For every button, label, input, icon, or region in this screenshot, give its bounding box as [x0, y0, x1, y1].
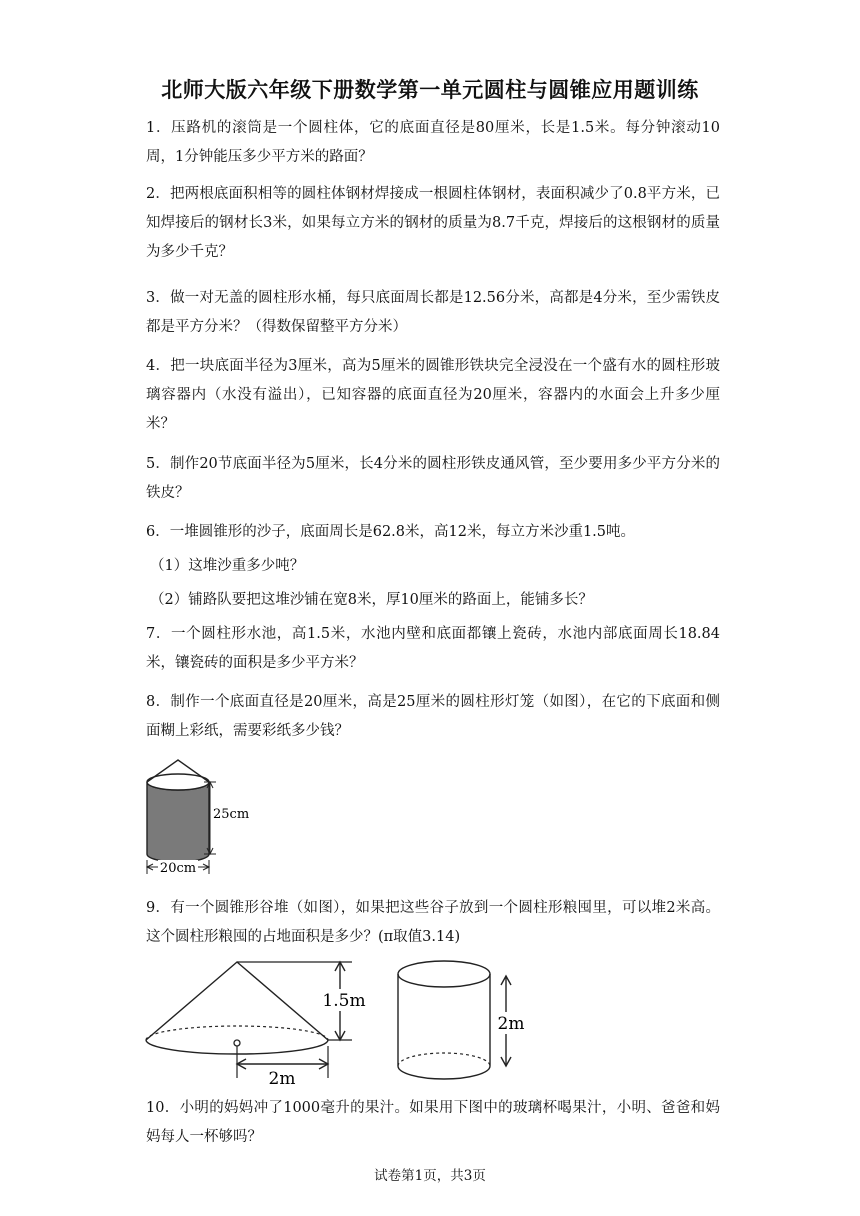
question-6: 6．一堆圆锥形的沙子，底面周长是62.8米，高12米，每立方米沙重1.5吨。: [146, 524, 636, 540]
question-5: 5．制作20节底面半径为5厘米，长4分米的圆柱形铁皮通风管，至少要用多少平方分米的铁皮？: [146, 456, 720, 501]
question-9: 9．有一个圆锥形谷堆（如图），如果把这些谷子放到一个圆柱形粮囤里，可以堆2米高。这个圆柱形粮囤的占地面积是多少？(π取值3.14): [146, 900, 720, 945]
question-4: 4．把一块底面半径为3厘米，高为5厘米的圆锥形铁块完全浸没在一个盛有水的圆柱形玻璃容器内（水没有溢出），已知容器的底面直径为20厘米，容器内的水面会上升多少厘米？: [146, 358, 720, 432]
cylinder-height-label: 2m: [497, 1014, 525, 1034]
question-1: 1．压路机的滚筒是一个圆柱体，它的底面直径是80厘米，长是1.5米。每分钟滚动10周，1分钟能压多少平方米的路面？: [146, 120, 720, 165]
lantern-figure: [140, 756, 260, 882]
cone-height-label: 1.5m: [322, 991, 366, 1011]
grain-pile-figure: [144, 954, 544, 1086]
question-10: 10．小明的妈妈冲了1000毫升的果汁。如果用下图中的玻璃杯喝果汁，小明、爸爸和妈妈每人一杯够吗？: [146, 1100, 720, 1145]
question-2: 2．把两根底面积相等的圆柱体钢材焊接成一根圆柱体钢材，表面积减少了0.8平方米，已知焊接后的钢材长3米，如果每立方米的钢材的质量为8.7千克，焊接后的这根钢材的质量为多少千克？: [146, 186, 720, 260]
question-6-part-1: （1）这堆沙重多少吨？: [150, 558, 305, 574]
page-title: 北师大版六年级下册数学第一单元圆柱与圆锥应用题训练: [161, 78, 699, 102]
question-3: 3．做一对无盖的圆柱形水桶，每只底面周长都是12.56分米，高都是4分米，至少需铁皮都是平方分米？（得数保留整平方分米）: [146, 290, 720, 335]
question-6-part-2: （2）铺路队要把这堆沙铺在宽8米，厚10厘米的路面上，能铺多长？: [150, 592, 593, 608]
page-footer: 试卷第1页，共3页: [374, 1168, 486, 1184]
lantern-height-label: 25cm: [213, 807, 250, 822]
question-7: 7．一个圆柱形水池，高1.5米，水池内壁和底面都镶上瓷砖，水池内部底面周长18.84米，镶瓷砖的面积是多少平方米？: [146, 626, 720, 671]
question-8: 8．制作一个底面直径是20厘米，高是25厘米的圆柱形灯笼（如图），在它的下底面和侧面糊上彩纸，需要彩纸多少钱？: [146, 694, 720, 739]
cone-radius-label: 2m: [268, 1069, 296, 1086]
lantern-width-label: 20cm: [159, 861, 197, 876]
